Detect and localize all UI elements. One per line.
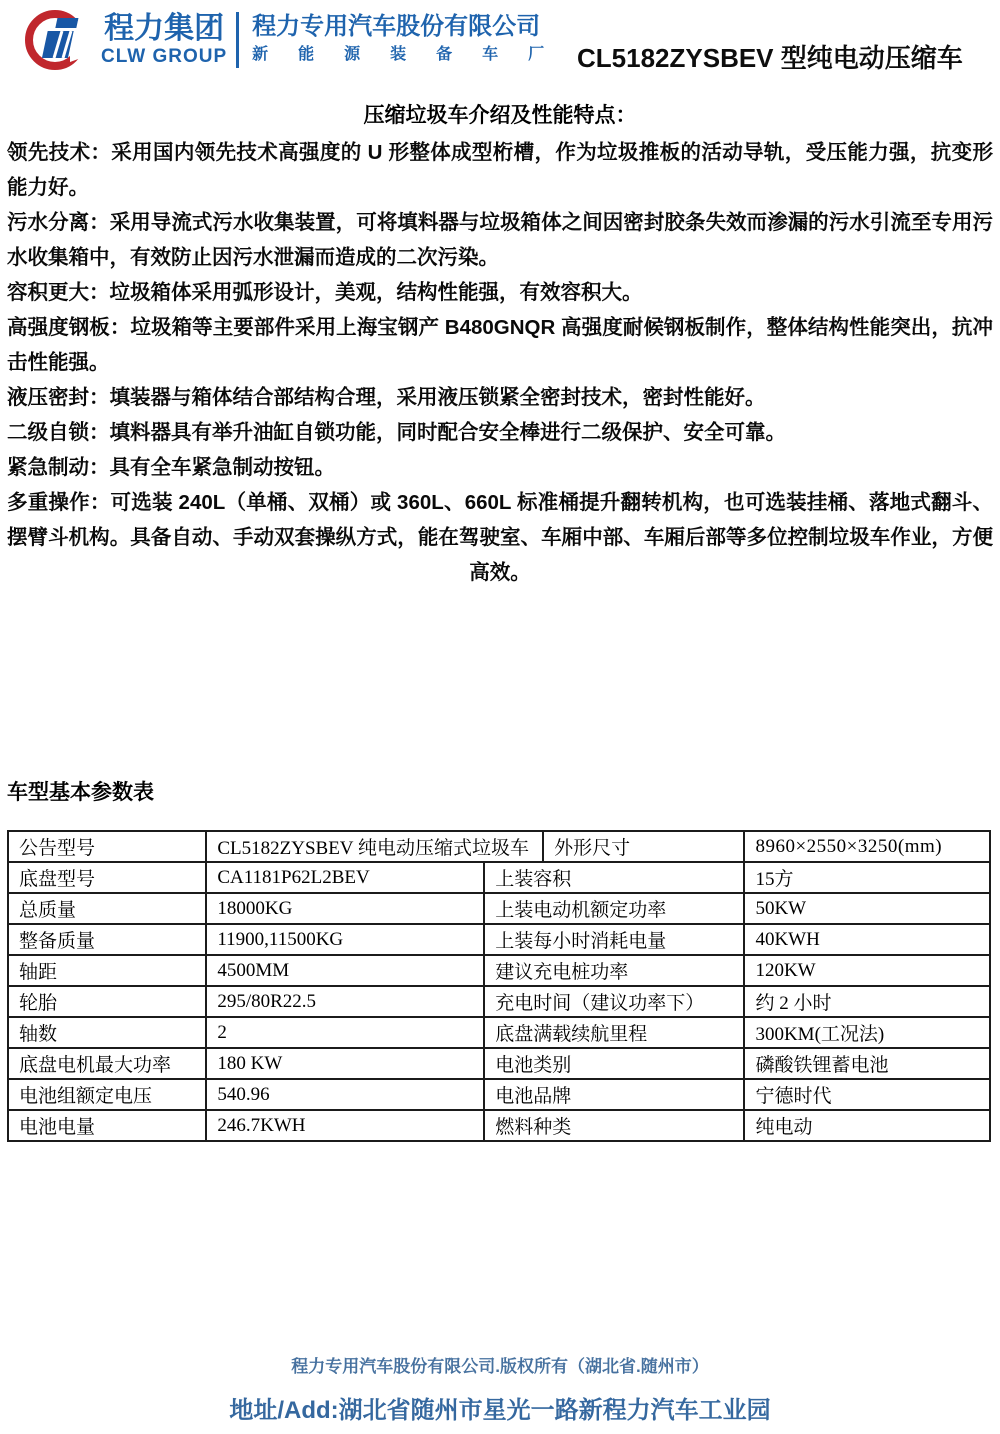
intro-paragraph: 液压密封：填装器与箱体结合部结构合理，采用液压锁紧全密封技术，密封性能好。 <box>7 386 766 409</box>
param-value: 2 <box>206 1017 484 1048</box>
param-label: 上装容积 <box>484 862 744 893</box>
param-value: 246.7KWH <box>206 1110 484 1141</box>
intro-section <box>7 98 993 590</box>
footer-copyright: 程力专用汽车股份有限公司.版权所有（湖北省.随州市） <box>291 1357 709 1376</box>
company-subtitle <box>252 42 544 68</box>
param-value: 15方 <box>744 862 990 893</box>
company-subtitle-char: 新 <box>252 46 269 63</box>
param-label: 底盘电机最大功率 <box>8 1048 206 1079</box>
param-value: 11900,11500KG <box>206 924 484 955</box>
param-label: 电池电量 <box>8 1110 206 1141</box>
param-value: CL5182ZYSBEV 纯电动压缩式垃圾车 <box>206 831 543 862</box>
params-section <box>7 776 993 1142</box>
intro-heading: 压缩垃圾车介绍及性能特点： <box>363 104 637 127</box>
param-value: 295/80R22.5 <box>206 986 484 1017</box>
company-names <box>252 12 544 68</box>
param-label: 轴距 <box>8 955 206 986</box>
params-table-body <box>8 831 990 1141</box>
company-subtitle-char: 厂 <box>528 46 545 63</box>
table-row <box>8 862 990 893</box>
table-row <box>8 893 990 924</box>
param-label: 底盘满载续航里程 <box>484 1017 744 1048</box>
intro-paragraph: 多重操作：可选装 240L（单桶、双桶）或 360L、660L 标准桶提升翻转机构，也可选装挂桶、落地式翻斗、摆臂斗机构。具备自动、手动双套操纵方式，能在驾驶室、车厢中部、车厢后部等多位控制垃圾车作业，方便高效。 <box>7 491 993 584</box>
table-row <box>8 831 990 862</box>
clw-logo-icon <box>24 6 90 74</box>
logo-names <box>101 12 227 68</box>
param-label: 轮胎 <box>8 986 206 1017</box>
param-label: 底盘型号 <box>8 862 206 893</box>
table-row <box>8 924 990 955</box>
param-value: 120KW <box>744 955 990 986</box>
param-label: 建议充电桩功率 <box>484 955 744 986</box>
param-label: 公告型号 <box>8 831 206 862</box>
param-label: 外形尺寸 <box>543 831 744 862</box>
param-label: 电池类别 <box>484 1048 744 1079</box>
logo-divider <box>236 12 239 68</box>
company-subtitle-char: 能 <box>298 46 315 63</box>
param-value: 50KW <box>744 893 990 924</box>
intro-paragraph: 污水分离：采用导流式污水收集装置，可将填料器与垃圾箱体之间因密封胶条失效而渗漏的污水引流至专用污水收集箱中，有效防止因污水泄漏而造成的二次污染。 <box>7 211 993 269</box>
param-value: 磷酸铁锂蓄电池 <box>744 1048 990 1079</box>
table-row <box>8 1079 990 1110</box>
param-value: 8960×2550×3250(mm) <box>744 831 990 862</box>
param-label: 整备质量 <box>8 924 206 955</box>
page-header <box>7 0 993 92</box>
param-label: 电池组额定电压 <box>8 1079 206 1110</box>
param-value: 540.96 <box>206 1079 484 1110</box>
table-row <box>8 1017 990 1048</box>
params-table-heading: 车型基本参数表 <box>7 781 154 804</box>
param-value: 40KWH <box>744 924 990 955</box>
param-value: 约 2 小时 <box>744 986 990 1017</box>
table-row <box>8 1048 990 1079</box>
param-label: 轴数 <box>8 1017 206 1048</box>
intro-paragraph: 高强度钢板：垃圾箱等主要部件采用上海宝钢产 B480GNQR 高强度耐候钢板制作，整体结构性能突出，抗冲击性能强。 <box>7 316 993 374</box>
company-subtitle-char: 装 <box>390 46 407 63</box>
company-subtitle-char: 备 <box>436 46 453 63</box>
param-value: 宁德时代 <box>744 1079 990 1110</box>
param-label: 总质量 <box>8 893 206 924</box>
company-subtitle-char: 源 <box>344 46 361 63</box>
params-table <box>7 830 991 1142</box>
param-value: 18000KG <box>206 893 484 924</box>
param-label: 充电时间（建议功率下） <box>484 986 744 1017</box>
footer-address: 地址/Add:湖北省随州市星光一路新程力汽车工业园 <box>229 1397 771 1424</box>
company-name: 程力专用汽车股份有限公司 <box>252 13 541 40</box>
param-value: 纯电动 <box>744 1110 990 1141</box>
document-title: CL5182ZYSBEV 型纯电动压缩车 <box>577 43 963 73</box>
company-subtitle-char: 车 <box>482 46 499 63</box>
param-value: 180 KW <box>206 1048 484 1079</box>
intro-paragraph: 容积更大：垃圾箱体采用弧形设计，美观，结构性能强，有效容积大。 <box>7 281 643 304</box>
param-label: 上装每小时消耗电量 <box>484 924 744 955</box>
param-value: 300KM(工况法) <box>744 1017 990 1048</box>
table-row <box>8 986 990 1017</box>
intro-paragraph: 二级自锁：填料器具有举升油缸自锁功能，同时配合安全棒进行二级保护、安全可靠。 <box>7 421 786 444</box>
logo-group-name-en: CLW GROUP <box>101 46 228 67</box>
table-row <box>8 955 990 986</box>
param-label: 燃料种类 <box>484 1110 744 1141</box>
param-value: CA1181P62L2BEV <box>206 862 484 893</box>
intro-paragraph: 紧急制动：具有全车紧急制动按钮。 <box>7 456 335 479</box>
param-label: 电池品牌 <box>484 1079 744 1110</box>
intro-paragraph: 领先技术：采用国内领先技术高强度的 U 形整体成型桁槽，作为垃圾推板的活动导轨，受压能力强，抗变形能力好。 <box>7 141 993 199</box>
table-row <box>8 1110 990 1141</box>
logo-group-name-cn: 程力集团 <box>104 12 225 45</box>
param-label: 上装电动机额定功率 <box>484 893 744 924</box>
clw-logo-block <box>24 6 544 74</box>
param-value: 4500MM <box>206 955 484 986</box>
